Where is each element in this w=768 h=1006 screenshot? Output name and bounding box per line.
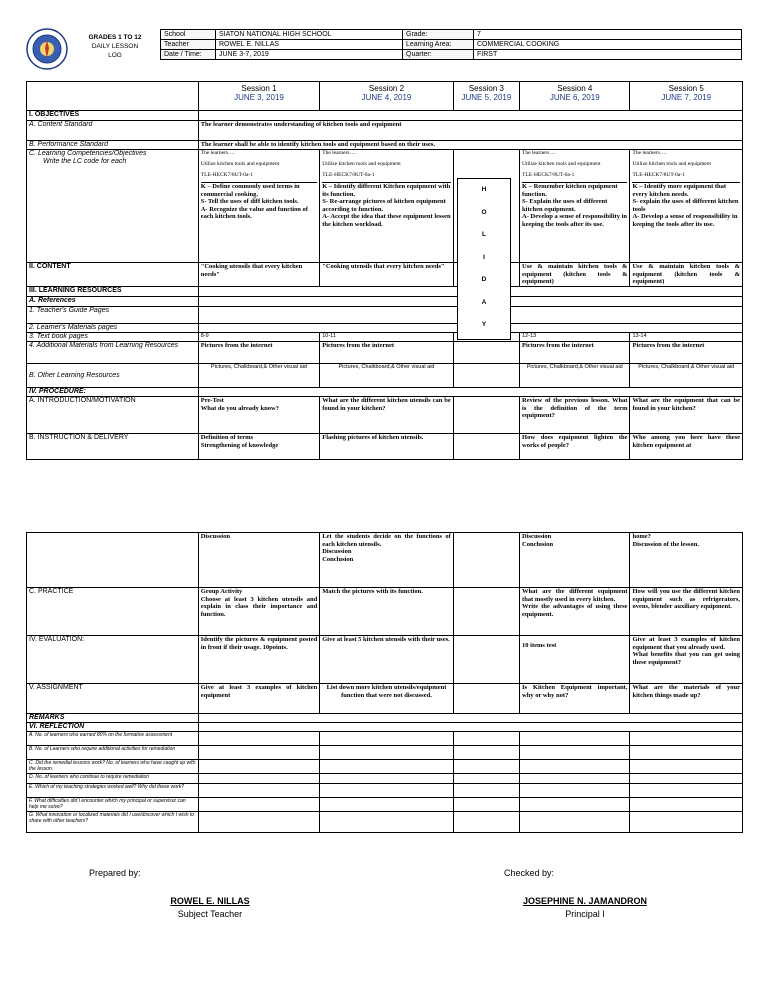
intro-s5: What are the equipment that can be found in your kitchen? xyxy=(630,397,743,434)
session-3-date: JUNE 5, 2019 xyxy=(461,93,512,102)
blank-corner-cell xyxy=(27,82,199,111)
session-3-label: Session 3 xyxy=(468,84,504,93)
assign-s3 xyxy=(453,684,519,714)
session-4-label: Session 4 xyxy=(557,84,593,93)
session-4-date: JUNE 6, 2019 xyxy=(549,93,600,102)
deped-seal-logo xyxy=(26,28,68,70)
evaluation-label: IV. EVALUATION: xyxy=(27,636,199,684)
objectives-blank xyxy=(198,111,742,121)
textbook-s5: 13-14 xyxy=(630,333,743,342)
prepared-by-label: Prepared by: xyxy=(89,868,141,878)
eval-s3 xyxy=(453,636,519,684)
s2-objectives-cell xyxy=(320,150,454,263)
procedure-blank xyxy=(198,388,742,397)
session-2-label: Session 2 xyxy=(368,84,405,93)
reflection-item-g: G. What innovation or localized materials did I use/discover which I wish to share with other teachers? xyxy=(27,812,199,833)
assign-s4: Is Kitchen Equipment important, why or why not? xyxy=(520,684,630,714)
lesson-log-table-page2 xyxy=(26,532,743,833)
s1-code: TLE-HECK7/8UT-0a-1 xyxy=(200,172,254,178)
s1-objectives-text: K – Define commonly used terms in commercial cooking. S- Tell the uses of diff kitchen tools. A- Recognize the value and function of each kitchen tools. xyxy=(201,182,318,221)
s5-objectives-cell xyxy=(630,150,743,263)
additional-s4: Pictures from the internet xyxy=(520,342,630,364)
s4-learners: The learners…. xyxy=(522,150,557,156)
holiday-letter: I xyxy=(483,253,485,261)
reflection-item-d: D. No. of learners who continue to require remediation xyxy=(27,774,199,784)
reflection-item-b: B. No. of Learners who require additional activities for remediation xyxy=(27,746,199,760)
area-label: Learning Area: xyxy=(403,40,474,50)
teacher-label: Teacher xyxy=(161,40,216,50)
performance-standard-text: The learner shall be able to identify kitchen tools and equipment based on their uses. xyxy=(198,141,742,150)
practice-s3 xyxy=(453,588,519,636)
cont-s2: Let the students decide on the functions of each kitchen utensils. Discussion Conclusion xyxy=(320,533,454,588)
s1-utilize: Utilize kitchen tools and equipment xyxy=(200,161,280,167)
reflection-blank xyxy=(198,723,742,732)
other-s3 xyxy=(453,364,519,388)
remarks-blank xyxy=(198,714,742,723)
teachers-guide-label: 1. Teacher's Guide Pages xyxy=(27,307,199,324)
holiday-letter: O xyxy=(481,208,487,216)
instr-s1: Definition of terms Strengthening of knowledge xyxy=(198,434,320,460)
instruction-label: B. INSTRUCTION & DELIVERY xyxy=(27,434,199,460)
other-s2: Pictures, Chalkboard,& Other visual aid xyxy=(320,364,454,388)
reflection-item-e: E. Which of my teaching strategies worked well? Why did these work? xyxy=(27,784,199,798)
practice-s4: What are the different equipment that mostly used in every kitchen. Write the advantages of using these equipment. xyxy=(520,588,630,636)
learners-materials-label: 2. Learner's Materials pages xyxy=(27,324,199,333)
s4-utilize: Utilize kitchen tools and equipment xyxy=(522,161,601,167)
s4-objectives-cell xyxy=(520,150,630,263)
content-s5: Use & maintain kitchen tools & equipment (kitchen tools & equipment) xyxy=(630,263,743,287)
s4-code: TLE-HECK7/8UT-0a-1 xyxy=(522,172,575,178)
quarter-label: Quarter: xyxy=(403,50,474,60)
practice-label: C. PRACTICE xyxy=(27,588,199,636)
content-standard-text: The learner demonstrates understanding of kitchen tools and equipment xyxy=(198,121,742,141)
grade-label: Grade: xyxy=(403,30,474,40)
eval-s2: Give at least 5 kitchen utensils with their uses. xyxy=(320,636,454,684)
s2-objectives-text: K – Identify different Kitchen equipment with its function. S- Re-arrange pictures of kitchen equipment according to function. A- Accept the idea that these equipment lessen the kitchen workload. xyxy=(322,183,451,228)
reflection-item-f: F. What difficulties did I encounter which my principal or supervisor can help me solve? xyxy=(27,798,199,812)
intro-s4: Review of the previous lesson. What is the definition of the term equipment? xyxy=(520,397,630,434)
instr-s3 xyxy=(453,434,519,460)
session-2-header xyxy=(320,82,454,111)
grade-line3: LOG xyxy=(108,52,122,59)
session-1-label: Session 1 xyxy=(241,84,277,93)
continued-label-blank xyxy=(27,533,199,588)
procedure-heading: IV. PROCEDURE: xyxy=(27,388,199,397)
header-info-table xyxy=(160,29,742,60)
grade-line1: GRADES 1 TO 12 xyxy=(88,34,142,41)
s5-learners: The learners…. xyxy=(632,150,667,156)
reflection-label: VI. REFLECTION xyxy=(27,723,199,732)
s4-objectives-text: K – Remember kitchen equipment function. S- Explain the uses of different kitchen equipment. A- Develop a sense of responsibility in keeping the tools after its use. xyxy=(522,183,627,228)
competencies-subtitle: Write the LC code for each xyxy=(43,158,127,165)
holiday-letter: D xyxy=(481,276,487,283)
textbook-s4: 12-13 xyxy=(520,333,630,342)
s1-objectives-cell xyxy=(198,150,320,263)
session-2-date: JUNE 4, 2019 xyxy=(361,93,412,102)
intro-s1: Pre-Test What do you already know? xyxy=(198,397,320,434)
competencies-label xyxy=(27,150,199,263)
content-heading: II. CONTENT xyxy=(27,263,199,287)
content-standard-label: A. Content Standard xyxy=(27,121,199,141)
session-3-header xyxy=(453,82,519,111)
additional-s3 xyxy=(453,342,519,364)
additional-s5: Pictures from the internet xyxy=(630,342,743,364)
session-5-label: Session 5 xyxy=(668,84,704,93)
school-value: SIATON NATIONAL HIGH SCHOOL xyxy=(216,30,403,40)
holiday-letter: H xyxy=(481,186,487,193)
practice-s5: How will you use the different kitchen equipment such as refrigerators, ovens, blender auxiliary equipment. xyxy=(630,588,743,636)
checked-name: JOSEPHINE N. JAMANDRON xyxy=(522,896,648,906)
grade-title-box xyxy=(74,33,156,60)
instr-s5: Who among you here have these kitchen equipment at xyxy=(630,434,743,460)
checked-by-label: Checked by: xyxy=(504,868,555,878)
s5-code: TLE-HECK7/8UT-0a-1 xyxy=(632,172,685,178)
school-label: School xyxy=(161,30,216,40)
references-label: A. References xyxy=(27,297,199,307)
content-s4: Use & maintain kitchen tools & equipment (kitchen tools & equipment) xyxy=(520,263,630,287)
other-s5: Pictures, Chalkboard,& Other visual aid xyxy=(630,364,743,388)
date-value: JUNE 3-7, 2019 xyxy=(216,50,403,60)
other-resources-label: B. Other Learning Resources xyxy=(27,364,199,388)
teacher-value: ROWEL E. NILLAS xyxy=(216,40,403,50)
objectives-heading: I. OBJECTIVES xyxy=(27,111,199,121)
s2-code: TLE-HECK7/8UT-0a-1 xyxy=(322,172,375,178)
additional-s1: Pictures from the internet xyxy=(198,342,320,364)
holiday-box xyxy=(457,178,511,340)
eval-s5: Give at least 3 examples of kitchen equipment that you already used. What benefits that you can get using these equipment? xyxy=(630,636,743,684)
grade-value: 7 xyxy=(474,30,742,40)
introduction-label: A. INTRODUCTION/MOTIVATION xyxy=(27,397,199,434)
content-s2: "Cooking utensils that every kitchen needs" xyxy=(320,263,454,287)
other-s4: Pictures, Chalkboard,& Other visual aid xyxy=(520,364,630,388)
intro-s2: What are the different kitchen utensils can be found in your kitchen? xyxy=(320,397,454,434)
additional-materials-label: 4. Additional Materials from Learning Resources xyxy=(27,342,199,364)
session-1-header xyxy=(198,82,320,111)
holiday-letter: A xyxy=(481,298,487,306)
lesson-log-table-page1 xyxy=(26,81,743,460)
checked-title: Principal I xyxy=(565,909,605,919)
remarks-label: REMARKS xyxy=(27,714,199,723)
additional-s2: Pictures from the internet xyxy=(320,342,454,364)
textbook-label: 3. Text book pages xyxy=(27,333,199,342)
cont-s3 xyxy=(453,533,519,588)
session-4-header xyxy=(520,82,630,111)
intro-s3 xyxy=(453,397,519,434)
prepared-title: Subject Teacher xyxy=(177,909,243,919)
holiday-letter: Y xyxy=(481,321,487,328)
session-5-date: JUNE 7, 2019 xyxy=(661,93,712,102)
textbook-s2: 10-11 xyxy=(320,333,454,342)
cont-s5: home? Discussion of the lesson. xyxy=(630,533,743,588)
textbook-s1: 8-9 xyxy=(198,333,320,342)
assign-s1: Give at least 3 examples of kitchen equipment xyxy=(198,684,320,714)
holiday-letter: L xyxy=(482,231,486,238)
session-5-header xyxy=(630,82,743,111)
reflection-item-a: A. No. of learners who earned 80% on the formative assessment xyxy=(27,732,199,746)
competencies-title: C. Learning Competencies/Objectives xyxy=(29,150,147,157)
practice-s1: Group Activity Choose at least 3 kitchen utensils and explain in class their importance and function. xyxy=(198,588,320,636)
instr-s2: Flashing pictures of kitchen utensils. xyxy=(320,434,454,460)
date-label: Date / Time: xyxy=(161,50,216,60)
s5-utilize: Utilize kitchen tools and equipment xyxy=(632,161,711,167)
instr-s4: How does equipment lighten the works of people? xyxy=(520,434,630,460)
other-s1: Pictures, Chalkboard,& Other visual aid xyxy=(198,364,320,388)
practice-s2: Match the pictures with its function. xyxy=(320,588,454,636)
resources-heading: III. LEARNING RESOURCES xyxy=(27,287,199,297)
grade-line2: DAILY LESSON xyxy=(91,43,139,50)
performance-standard-label: B. Performance Standard xyxy=(27,141,199,150)
prepared-name: ROWEL E. NILLAS xyxy=(170,896,250,906)
quarter-value: FIRST xyxy=(474,50,742,60)
cont-s4: Discussion Conclusion xyxy=(520,533,630,588)
s1-learners: The learners…. xyxy=(200,150,235,156)
assign-s5: What are the materials of your kitchen things made up? xyxy=(630,684,743,714)
s5-objectives-text: K – Identify more equipment that every kitchen needs. S- explain the uses of different kitchen tools A- Develop a sense of responsibility in keeping the tools after its use. xyxy=(632,183,739,228)
session-1-date: JUNE 3, 2019 xyxy=(234,93,284,102)
eval-s1: Identify the pictures & equipment posted in front if their usage. 10points. xyxy=(198,636,320,684)
s2-utilize: Utilize kitchen tools and equipment xyxy=(322,161,401,167)
area-value: COMMERCIAL COOKING xyxy=(474,40,742,50)
cont-s1: Discussion xyxy=(198,533,320,588)
assignment-label: V. ASSIGNMENT xyxy=(27,684,199,714)
s2-learners: The learners…. xyxy=(322,150,357,156)
assign-s2: List down more kitchen utensils/equipment function that were not discussed. xyxy=(320,684,454,714)
content-s1: "Cooking utensils that every kitchen needs" xyxy=(198,263,320,287)
eval-s4: 10 items test xyxy=(520,636,630,684)
reflection-item-c: C. Did the remedial lessons work? No. of learners who have caught up with the lesson. xyxy=(27,760,199,774)
